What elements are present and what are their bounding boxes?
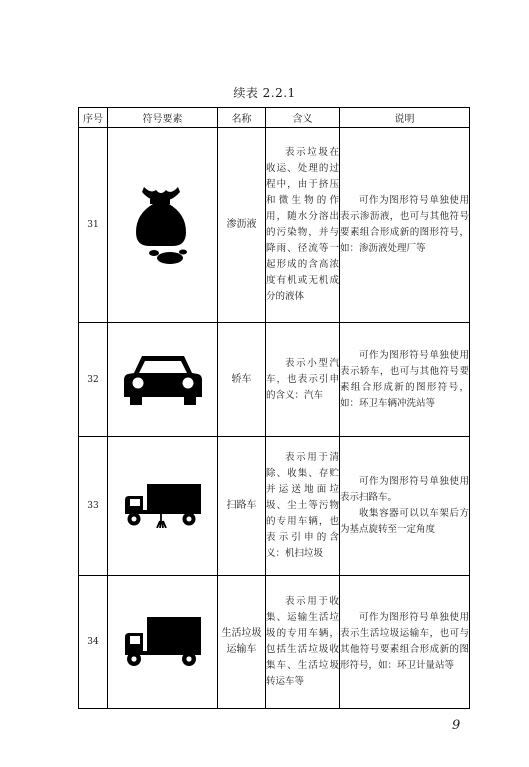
symbol-description: 可作为图形符号单独使用表示扫路车。 收集容器可以以车架后方为基点旋转至一定角度 xyxy=(340,437,470,576)
header-number: 序号 xyxy=(79,108,108,128)
row-number: 34 xyxy=(79,576,108,709)
table-row xyxy=(79,323,470,437)
row-number: 31 xyxy=(79,128,108,323)
table-caption: 续表 2.2.1 xyxy=(233,86,296,100)
symbol-cell xyxy=(108,576,218,709)
header-symbol-element: 符号要素 xyxy=(108,108,218,128)
row-number: 32 xyxy=(79,323,108,437)
table-header-row xyxy=(79,108,470,128)
symbol-meaning: 表示垃圾在收运、处理的过程中，由于挤压和微生物的作用，随水分溶出的污染物，并与降雨、径流等一起形成的含高浓度有机或无机成分的液体 xyxy=(266,128,340,323)
garbage-truck-icon xyxy=(108,617,217,667)
symbol-name: 渗沥液 xyxy=(218,128,266,323)
header-name: 名称 xyxy=(218,108,266,128)
page-number: 9 xyxy=(452,718,461,733)
symbol-cell xyxy=(108,323,218,437)
row-number: 33 xyxy=(79,437,108,576)
table-row xyxy=(79,128,470,323)
symbol-name: 扫路车 xyxy=(218,437,266,576)
table-row xyxy=(79,576,470,709)
symbol-meaning: 表示小型汽车，也表示引申的含义：汽车 xyxy=(266,323,340,437)
symbol-description: 可作为图形符号单独使用表示渗沥液，也可与其他符号要素组合形成新的图形符号，如：渗沥液处理厂等 xyxy=(340,128,470,323)
symbol-meaning: 表示用于收集、运输生活垃圾的专用车辆，包括生活垃圾收集车、生活垃圾转运车等 xyxy=(266,576,340,709)
symbol-cell xyxy=(108,437,218,576)
symbol-name: 轿车 xyxy=(218,323,266,437)
symbol-meaning: 表示用于清除、收集、存贮并运送地面垃圾、尘土等污物的专用车辆，也表示引申的含义：机扫垃圾 xyxy=(266,437,340,576)
symbol-name: 生活垃圾运输车 xyxy=(218,576,266,709)
symbol-cell xyxy=(108,128,218,323)
table-row xyxy=(79,437,470,576)
car-icon xyxy=(108,352,217,408)
header-description: 说明 xyxy=(340,108,470,128)
symbol-description: 可作为图形符号单独使用表示生活垃圾运输车，也可与其他符号要素组合形成新的图形符号，如：环卫计量站等 xyxy=(340,576,470,709)
symbol-description: 可作为图形符号单独使用表示轿车，也可与其他符号要素组合形成新的图形符号，如：环卫车辆冲洗站等 xyxy=(340,323,470,437)
leachate-bag-icon xyxy=(108,184,217,266)
street-sweeper-icon xyxy=(108,484,217,528)
header-meaning: 含义 xyxy=(266,108,340,128)
symbol-table xyxy=(78,107,470,709)
